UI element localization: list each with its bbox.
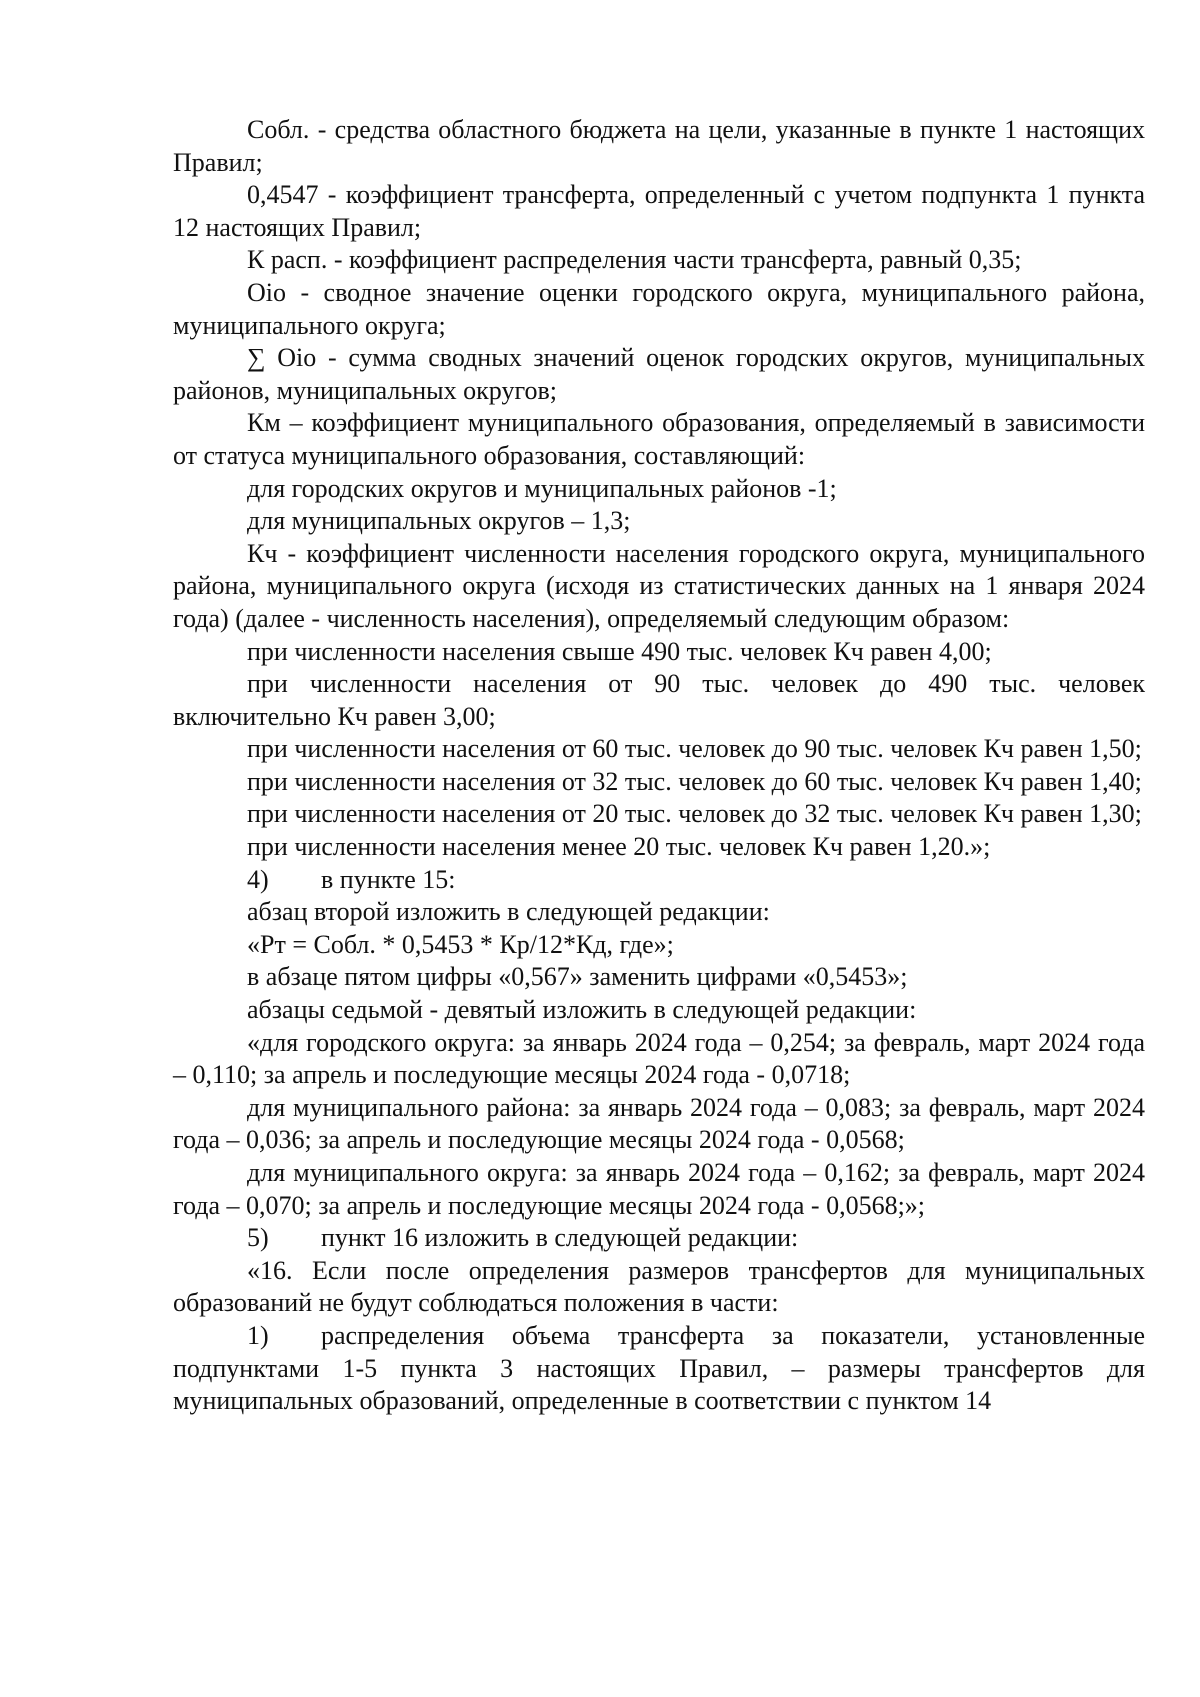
paragraph: «16. Если после определения размеров трансфертов для муниципальных образований не будут соблюдаться положения в части: (173, 1255, 1145, 1318)
paragraph: ∑ Oio - сумма сводных значений оценок городских округов, муниципальных районов, муниципальных округов; (173, 343, 1145, 405)
paragraph: Собл. - средства областного бюджета на цели, указанные в пункте 1 настоящих Правил; (173, 115, 1145, 177)
list-item-number: 4) (247, 864, 269, 894)
paragraph: при численности населения от 32 тыс. человек до 60 тыс. человек Кч равен 1,40; (247, 766, 1142, 796)
paragraph: абзацы седьмой - девятый изложить в следующей редакции: (247, 995, 917, 1025)
paragraph: Кч - коэффициент численности населения городского округа, муниципального района, муниципального округа (исходя из статистических данных на 1 января 2024 года) (далее - численность населения), определяемый следующим образом: (173, 538, 1145, 633)
paragraph: 0,4547 - коэффициент трансферта, определенный с учетом подпункта 1 пункта 12 настоящих Правил; (173, 180, 1145, 242)
paragraph: при численности населения менее 20 тыс. человек Кч равен 1,20.»; (247, 832, 991, 862)
list-item-1 (173, 1320, 1145, 1418)
paragraph: при численности населения от 60 тыс. человек до 90 тыс. человек Кч равен 1,50; (247, 734, 1142, 764)
list-item-number: 5) (247, 1223, 269, 1253)
paragraph: для муниципального района: за январь 2024 года – 0,083; за февраль, март 2024 года – 0,036; за апрель и последующие месяцы 2024 года - 0,0568; (173, 1092, 1145, 1155)
list-item-number: 1) (247, 1320, 269, 1350)
list-item-text: в пункте 15: (321, 864, 456, 894)
paragraph: Км – коэффициент муниципального образования, определяемый в зависимости от статуса муниципального образования, составляющий: (173, 408, 1145, 470)
paragraph: «для городского округа: за январь 2024 года – 0,254; за февраль, март 2024 года – 0,110; за апрель и последующие месяцы 2024 года - 0,0718; (173, 1027, 1145, 1090)
paragraph: Oio - сводное значение оценки городского округа, муниципального района, муниципального округа; (173, 277, 1145, 340)
paragraph: при численности населения свыше 490 тыс. человек Кч равен 4,00; (247, 636, 992, 666)
list-item-text: распределения объема трансферта за показатели, установленные подпунктами 1-5 пункта 3 настоящих Правил, – размеры трансфертов для муниципальных образований, определенные в соответствии с пунктом 14 (173, 1320, 1145, 1416)
paragraph: для городских округов и муниципальных районов -1; (247, 473, 837, 503)
paragraph: для муниципальных округов – 1,3; (247, 506, 631, 536)
list-item-text: пункт 16 изложить в следующей редакции: (321, 1223, 799, 1253)
list-item-4 (173, 864, 1145, 897)
paragraph: при численности населения от 90 тыс. человек до 490 тыс. человек включительно Кч равен 3,00; (173, 669, 1145, 731)
paragraph: в абзаце пятом цифры «0,567» заменить цифрами «0,5453»; (247, 962, 908, 992)
document-body (173, 114, 1145, 1418)
paragraph: при численности населения от 20 тыс. человек до 32 тыс. человек Кч равен 1,30; (247, 799, 1142, 829)
list-item-5 (173, 1222, 1145, 1255)
paragraph: для муниципального округа: за январь 2024 года – 0,162; за февраль, март 2024 года – 0,070; за апрель и последующие месяцы 2024 года - 0,0568;»; (173, 1158, 1145, 1220)
paragraph: К расп. - коэффициент распределения части трансферта, равный 0,35; (247, 245, 1022, 275)
formula-paragraph: «Рт = Собл. * 0,5453 * Кр/12*Кд, где»; (247, 929, 674, 959)
paragraph: абзац второй изложить в следующей редакции: (247, 897, 770, 927)
